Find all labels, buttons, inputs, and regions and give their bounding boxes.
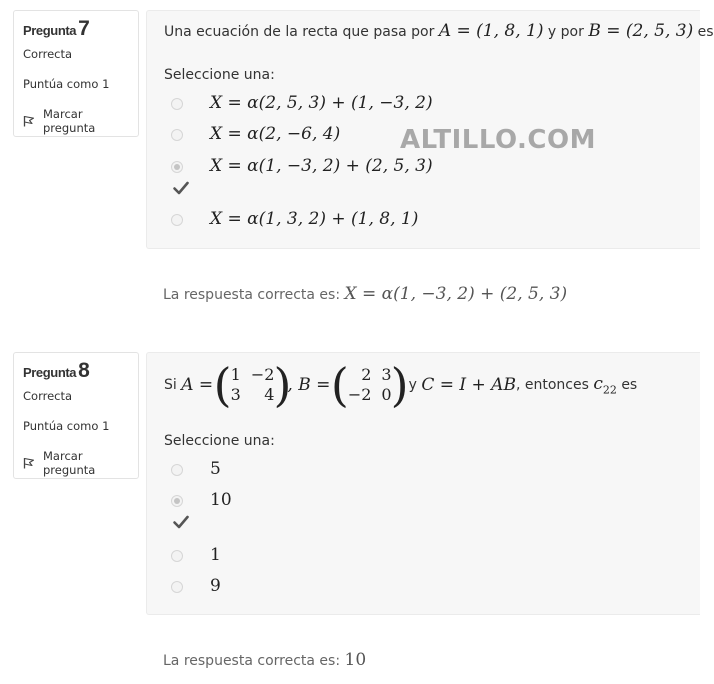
question-7-state: Correcta	[23, 47, 73, 61]
radio-button[interactable]	[171, 214, 183, 226]
question-7-info	[13, 10, 139, 137]
point-a-math: A = (1, 8, 1)	[438, 21, 544, 41]
option-label: X = α(2, 5, 3) + (1, −3, 2)	[210, 93, 433, 113]
matrix-a: ( 1 −2 3 4 )	[213, 358, 292, 412]
matrix-b-cell: 3	[381, 365, 392, 384]
question-8-prompt: Seleccione una:	[164, 433, 275, 449]
option-label: X = α(1, −3, 2) + (2, 5, 3)	[210, 156, 433, 176]
question-8-text	[164, 358, 638, 412]
flag-icon	[23, 457, 35, 469]
feedback-label: La respuesta correcta es:	[163, 653, 341, 669]
question-7-prompt: Seleccione una:	[164, 67, 275, 83]
question-8-text-intro: Si	[164, 377, 177, 393]
option-label: 5	[210, 459, 221, 479]
matrix-a-cell: 4	[264, 385, 275, 404]
radio-button[interactable]	[171, 581, 183, 593]
question-8-number: Pregunta8	[23, 359, 90, 382]
radio-button[interactable]	[171, 98, 183, 110]
question-8-content	[146, 352, 700, 615]
matrix-b-label: , B =	[287, 375, 331, 395]
question-8-flag-button[interactable]	[23, 449, 138, 477]
question-7-flag-button[interactable]	[23, 107, 138, 135]
matrix-a-cell: 1	[230, 365, 241, 384]
matrix-b: ( 2 3 −2 0 )	[330, 358, 409, 412]
flag-icon	[23, 115, 35, 127]
radio-button-selected[interactable]	[171, 161, 183, 173]
feedback-answer: X = α(1, −3, 2) + (2, 5, 3)	[344, 284, 568, 304]
radio-button[interactable]	[171, 550, 183, 562]
matrix-c-definition: C = I + AB	[421, 375, 516, 395]
matrix-a-cell: 3	[230, 385, 241, 404]
matrix-a-cell: −2	[250, 365, 275, 384]
option-label: 10	[210, 490, 232, 510]
question-8-flag-label: Marcar pregunta	[43, 449, 96, 477]
feedback-answer: 10	[344, 650, 367, 670]
check-icon	[173, 515, 189, 529]
radio-button-selected[interactable]	[171, 495, 183, 507]
question-8-text-then: , entonces	[515, 377, 589, 393]
radio-button[interactable]	[171, 129, 183, 141]
option-label: 1	[210, 545, 221, 565]
question-7-feedback	[163, 284, 567, 304]
check-icon	[173, 181, 189, 195]
question-7-text-intro: Una ecuación de la recta que pasa por	[164, 24, 435, 40]
question-8-grade: Puntúa como 1	[23, 419, 110, 433]
question-7-grade: Puntúa como 1	[23, 77, 110, 91]
question-8-text-es: es	[621, 377, 638, 393]
option-label: X = α(1, 3, 2) + (1, 8, 1)	[210, 209, 419, 229]
matrix-b-cell: −2	[347, 385, 372, 404]
matrix-b-cell: 0	[381, 385, 392, 404]
option-label: 9	[210, 576, 221, 596]
question-8-text-y: y	[408, 377, 417, 393]
question-7-number: Pregunta7	[23, 17, 90, 40]
option-label: X = α(2, −6, 4)	[210, 124, 341, 144]
watermark: ALTILLO.COM	[400, 125, 596, 155]
feedback-label: La respuesta correcta es:	[163, 287, 341, 303]
question-8-feedback	[163, 650, 366, 670]
question-7-text	[164, 21, 714, 41]
question-8-info	[13, 352, 139, 479]
c22-math: $c_{22}$	[593, 373, 617, 397]
question-7-flag-label: Marcar pregunta	[43, 107, 96, 135]
question-7-text-end: es	[697, 24, 714, 40]
question-7-text-mid: y por	[547, 24, 584, 40]
point-b-math: B = (2, 5, 3)	[588, 21, 694, 41]
radio-button[interactable]	[171, 464, 183, 476]
question-8-state: Correcta	[23, 389, 73, 403]
matrix-b-cell: 2	[361, 365, 372, 384]
matrix-a-label: A =	[181, 375, 214, 395]
